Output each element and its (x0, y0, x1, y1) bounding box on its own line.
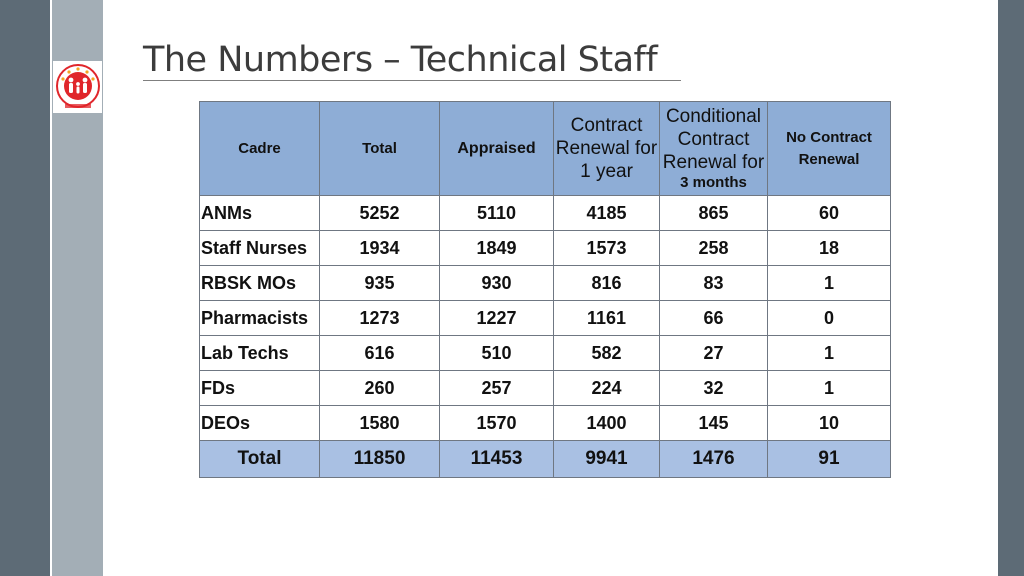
total-conditional: 1476 (660, 441, 768, 478)
national-health-mission-logo (53, 61, 102, 113)
cell-total: 1580 (320, 406, 440, 441)
cell-appraised: 1227 (440, 301, 554, 336)
header-total: Total (320, 102, 440, 196)
total-label: Total (200, 441, 320, 478)
cell-conditional: 27 (660, 336, 768, 371)
cell-total: 1273 (320, 301, 440, 336)
total-total: 11850 (320, 441, 440, 478)
table-row (200, 371, 891, 406)
right-side-band (998, 0, 1024, 576)
header-conditional-sub: 3 months (680, 174, 747, 191)
cell-cadre: Staff Nurses (200, 231, 320, 266)
cell-conditional: 145 (660, 406, 768, 441)
cell-renewal-1yr: 816 (554, 266, 660, 301)
table-header-row (200, 102, 891, 196)
table-total-row (200, 441, 891, 478)
cell-renewal-1yr: 4185 (554, 196, 660, 231)
cell-no-renewal: 0 (768, 301, 891, 336)
cell-total: 5252 (320, 196, 440, 231)
cell-no-renewal: 10 (768, 406, 891, 441)
header-renewal-1yr: Contract Renewal for 1 year (554, 102, 660, 196)
cell-conditional: 83 (660, 266, 768, 301)
cell-cadre: Lab Techs (200, 336, 320, 371)
cell-appraised: 1570 (440, 406, 554, 441)
cell-cadre: FDs (200, 371, 320, 406)
cell-no-renewal: 60 (768, 196, 891, 231)
header-cadre: Cadre (200, 102, 320, 196)
cell-appraised: 930 (440, 266, 554, 301)
cell-no-renewal: 18 (768, 231, 891, 266)
nhm-emblem-icon (55, 63, 101, 111)
cell-cadre: ANMs (200, 196, 320, 231)
cell-conditional: 66 (660, 301, 768, 336)
technical-staff-table (199, 101, 891, 478)
cell-cadre: RBSK MOs (200, 266, 320, 301)
cell-renewal-1yr: 1573 (554, 231, 660, 266)
table-row (200, 406, 891, 441)
cell-total: 616 (320, 336, 440, 371)
header-appraised: Appraised (440, 102, 554, 196)
total-renewal-1yr: 9941 (554, 441, 660, 478)
cell-conditional: 258 (660, 231, 768, 266)
cell-cadre: Pharmacists (200, 301, 320, 336)
cell-total: 1934 (320, 231, 440, 266)
cell-total: 260 (320, 371, 440, 406)
total-appraised: 11453 (440, 441, 554, 478)
table-row (200, 231, 891, 266)
table-row (200, 301, 891, 336)
header-conditional-main: Conditional Contract Renewal for (662, 106, 765, 173)
cell-appraised: 510 (440, 336, 554, 371)
cell-no-renewal: 1 (768, 371, 891, 406)
title-underline (143, 80, 681, 81)
table-row (200, 336, 891, 371)
cell-conditional: 32 (660, 371, 768, 406)
cell-appraised: 257 (440, 371, 554, 406)
table-row (200, 196, 891, 231)
cell-appraised: 5110 (440, 196, 554, 231)
left-side-band-dark (0, 0, 50, 576)
slide-title: The Numbers – Technical Staff (143, 40, 658, 80)
cell-renewal-1yr: 582 (554, 336, 660, 371)
cell-appraised: 1849 (440, 231, 554, 266)
cell-renewal-1yr: 1400 (554, 406, 660, 441)
cell-total: 935 (320, 266, 440, 301)
cell-renewal-1yr: 224 (554, 371, 660, 406)
table-row (200, 266, 891, 301)
cell-no-renewal: 1 (768, 336, 891, 371)
cell-renewal-1yr: 1161 (554, 301, 660, 336)
header-conditional-renewal (660, 102, 768, 196)
cell-conditional: 865 (660, 196, 768, 231)
total-no-renewal: 91 (768, 441, 891, 478)
cell-no-renewal: 1 (768, 266, 891, 301)
header-no-renewal: No Contract Renewal (768, 102, 891, 196)
cell-cadre: DEOs (200, 406, 320, 441)
